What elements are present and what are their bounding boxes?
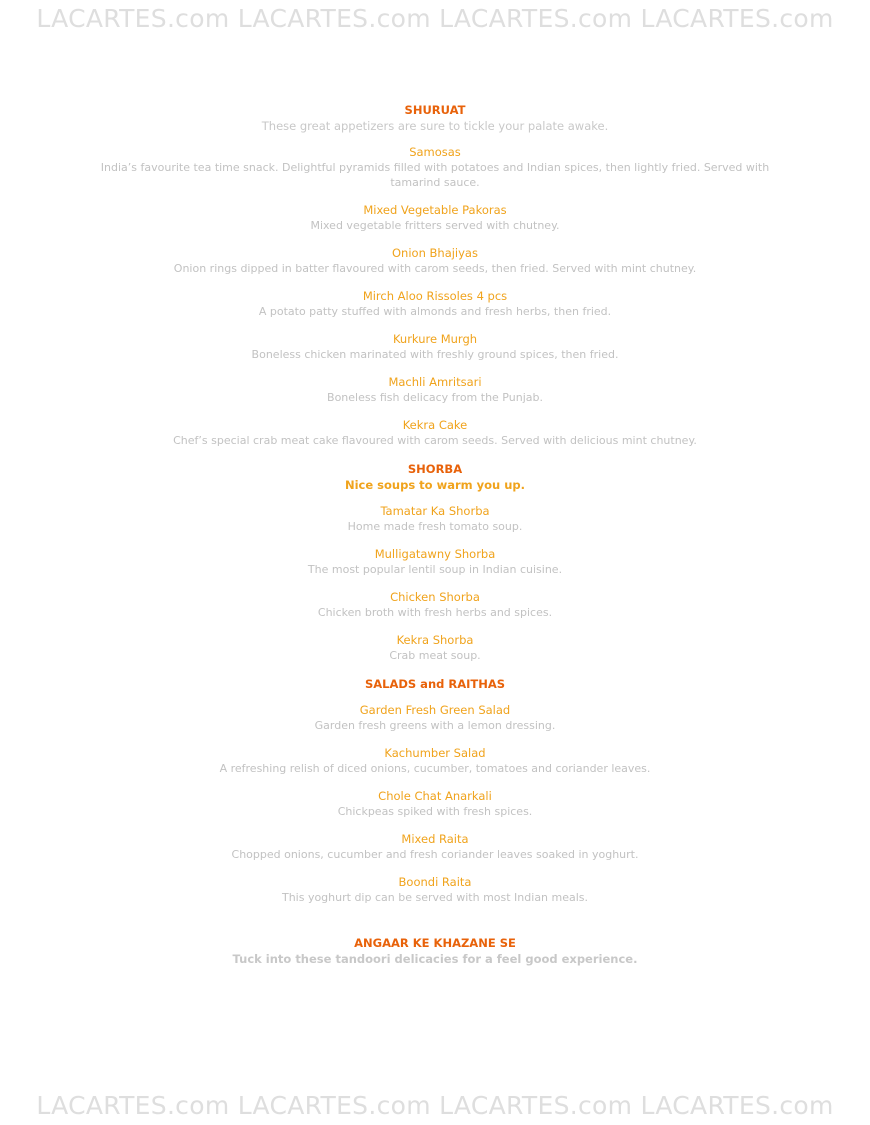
item-name: Tamatar Ka Shorba xyxy=(380,504,490,518)
item-description: A potato patty stuffed with almonds and fresh herbs, then fried. xyxy=(258,305,612,318)
item-name: Samosas xyxy=(409,145,461,159)
item-description: Chickpeas spiked with fresh spices. xyxy=(337,805,533,818)
menu-item xyxy=(60,832,810,862)
section-title: SALADS and RAITHAS xyxy=(364,677,506,691)
item-name: Machli Amritsari xyxy=(388,375,482,389)
menu-item xyxy=(60,246,810,276)
menu-item xyxy=(60,203,810,233)
item-description: Boneless fish delicacy from the Punjab. xyxy=(327,391,543,404)
item-name: Mixed Raita xyxy=(401,832,469,846)
item-description: Crab meat soup. xyxy=(389,649,481,662)
item-description: Chef’s special crab meat cake flavoured with carom seeds. Served with delicious mint chutney. xyxy=(173,434,697,447)
menu-item xyxy=(60,703,810,733)
item-name: Kekra Cake xyxy=(402,418,468,432)
item-description: Chopped onions, cucumber and fresh coriander leaves soaked in yoghurt. xyxy=(231,848,639,861)
item-name: Mirch Aloo Rissoles 4 pcs xyxy=(362,289,508,303)
item-description: Garden fresh greens with a lemon dressing. xyxy=(314,719,556,732)
item-name: Onion Bhajiyas xyxy=(392,246,478,260)
item-description: Chicken broth with fresh herbs and spices. xyxy=(317,606,553,619)
menu-item xyxy=(60,375,810,405)
item-name: Boondi Raita xyxy=(398,875,472,889)
section-shorba xyxy=(60,461,810,663)
item-description: India’s favourite tea time snack. Delightful pyramids filled with potatoes and Indian spices, then lightly fried. Served with tamarind sauce. xyxy=(100,161,770,189)
item-description: Mixed vegetable fritters served with chutney. xyxy=(310,219,560,232)
menu-item xyxy=(60,590,810,620)
item-description: Onion rings dipped in batter flavoured with carom seeds, then fried. Served with mint chutney. xyxy=(173,262,697,275)
section-title: SHORBA xyxy=(407,462,463,476)
section-title: ANGAAR KE KHAZANE SE xyxy=(354,936,516,950)
menu-item xyxy=(60,332,810,362)
menu-item xyxy=(60,633,810,663)
section-shuruat xyxy=(60,102,810,448)
section-salads xyxy=(60,676,810,905)
menu-item xyxy=(60,504,810,534)
section-angaar xyxy=(60,935,810,967)
watermark-top: LACARTES.com LACARTES.com LACARTES.com LACARTES.com xyxy=(36,4,834,33)
item-description: Boneless chicken marinated with freshly ground spices, then fried. xyxy=(251,348,619,361)
menu-page xyxy=(60,102,810,967)
menu-item xyxy=(60,875,810,905)
menu-item xyxy=(60,547,810,577)
item-description: This yoghurt dip can be served with most Indian meals. xyxy=(281,891,589,904)
menu-item xyxy=(60,145,810,190)
menu-item xyxy=(60,418,810,448)
item-name: Mulligatawny Shorba xyxy=(374,547,496,561)
section-title: SHURUAT xyxy=(404,103,466,117)
item-description: A refreshing relish of diced onions, cucumber, tomatoes and coriander leaves. xyxy=(219,762,651,775)
menu-item xyxy=(60,746,810,776)
section-subtitle: These great appetizers are sure to tickle your palate awake. xyxy=(261,119,609,133)
item-name: Mixed Vegetable Pakoras xyxy=(363,203,507,217)
menu-item xyxy=(60,789,810,819)
item-name: Kurkure Murgh xyxy=(392,332,478,346)
item-name: Kekra Shorba xyxy=(396,633,474,647)
section-subtitle: Tuck into these tandoori delicacies for a feel good experience. xyxy=(232,952,638,966)
item-name: Garden Fresh Green Salad xyxy=(359,703,511,717)
section-subtitle: Nice soups to warm you up. xyxy=(344,478,526,492)
item-description: The most popular lentil soup in Indian cuisine. xyxy=(307,563,563,576)
item-name: Chole Chat Anarkali xyxy=(378,789,492,803)
item-name: Chicken Shorba xyxy=(390,590,480,604)
item-description: Home made fresh tomato soup. xyxy=(347,520,523,533)
watermark-bottom: LACARTES.com LACARTES.com LACARTES.com LACARTES.com xyxy=(36,1091,834,1120)
item-name: Kachumber Salad xyxy=(384,746,486,760)
menu-item xyxy=(60,289,810,319)
